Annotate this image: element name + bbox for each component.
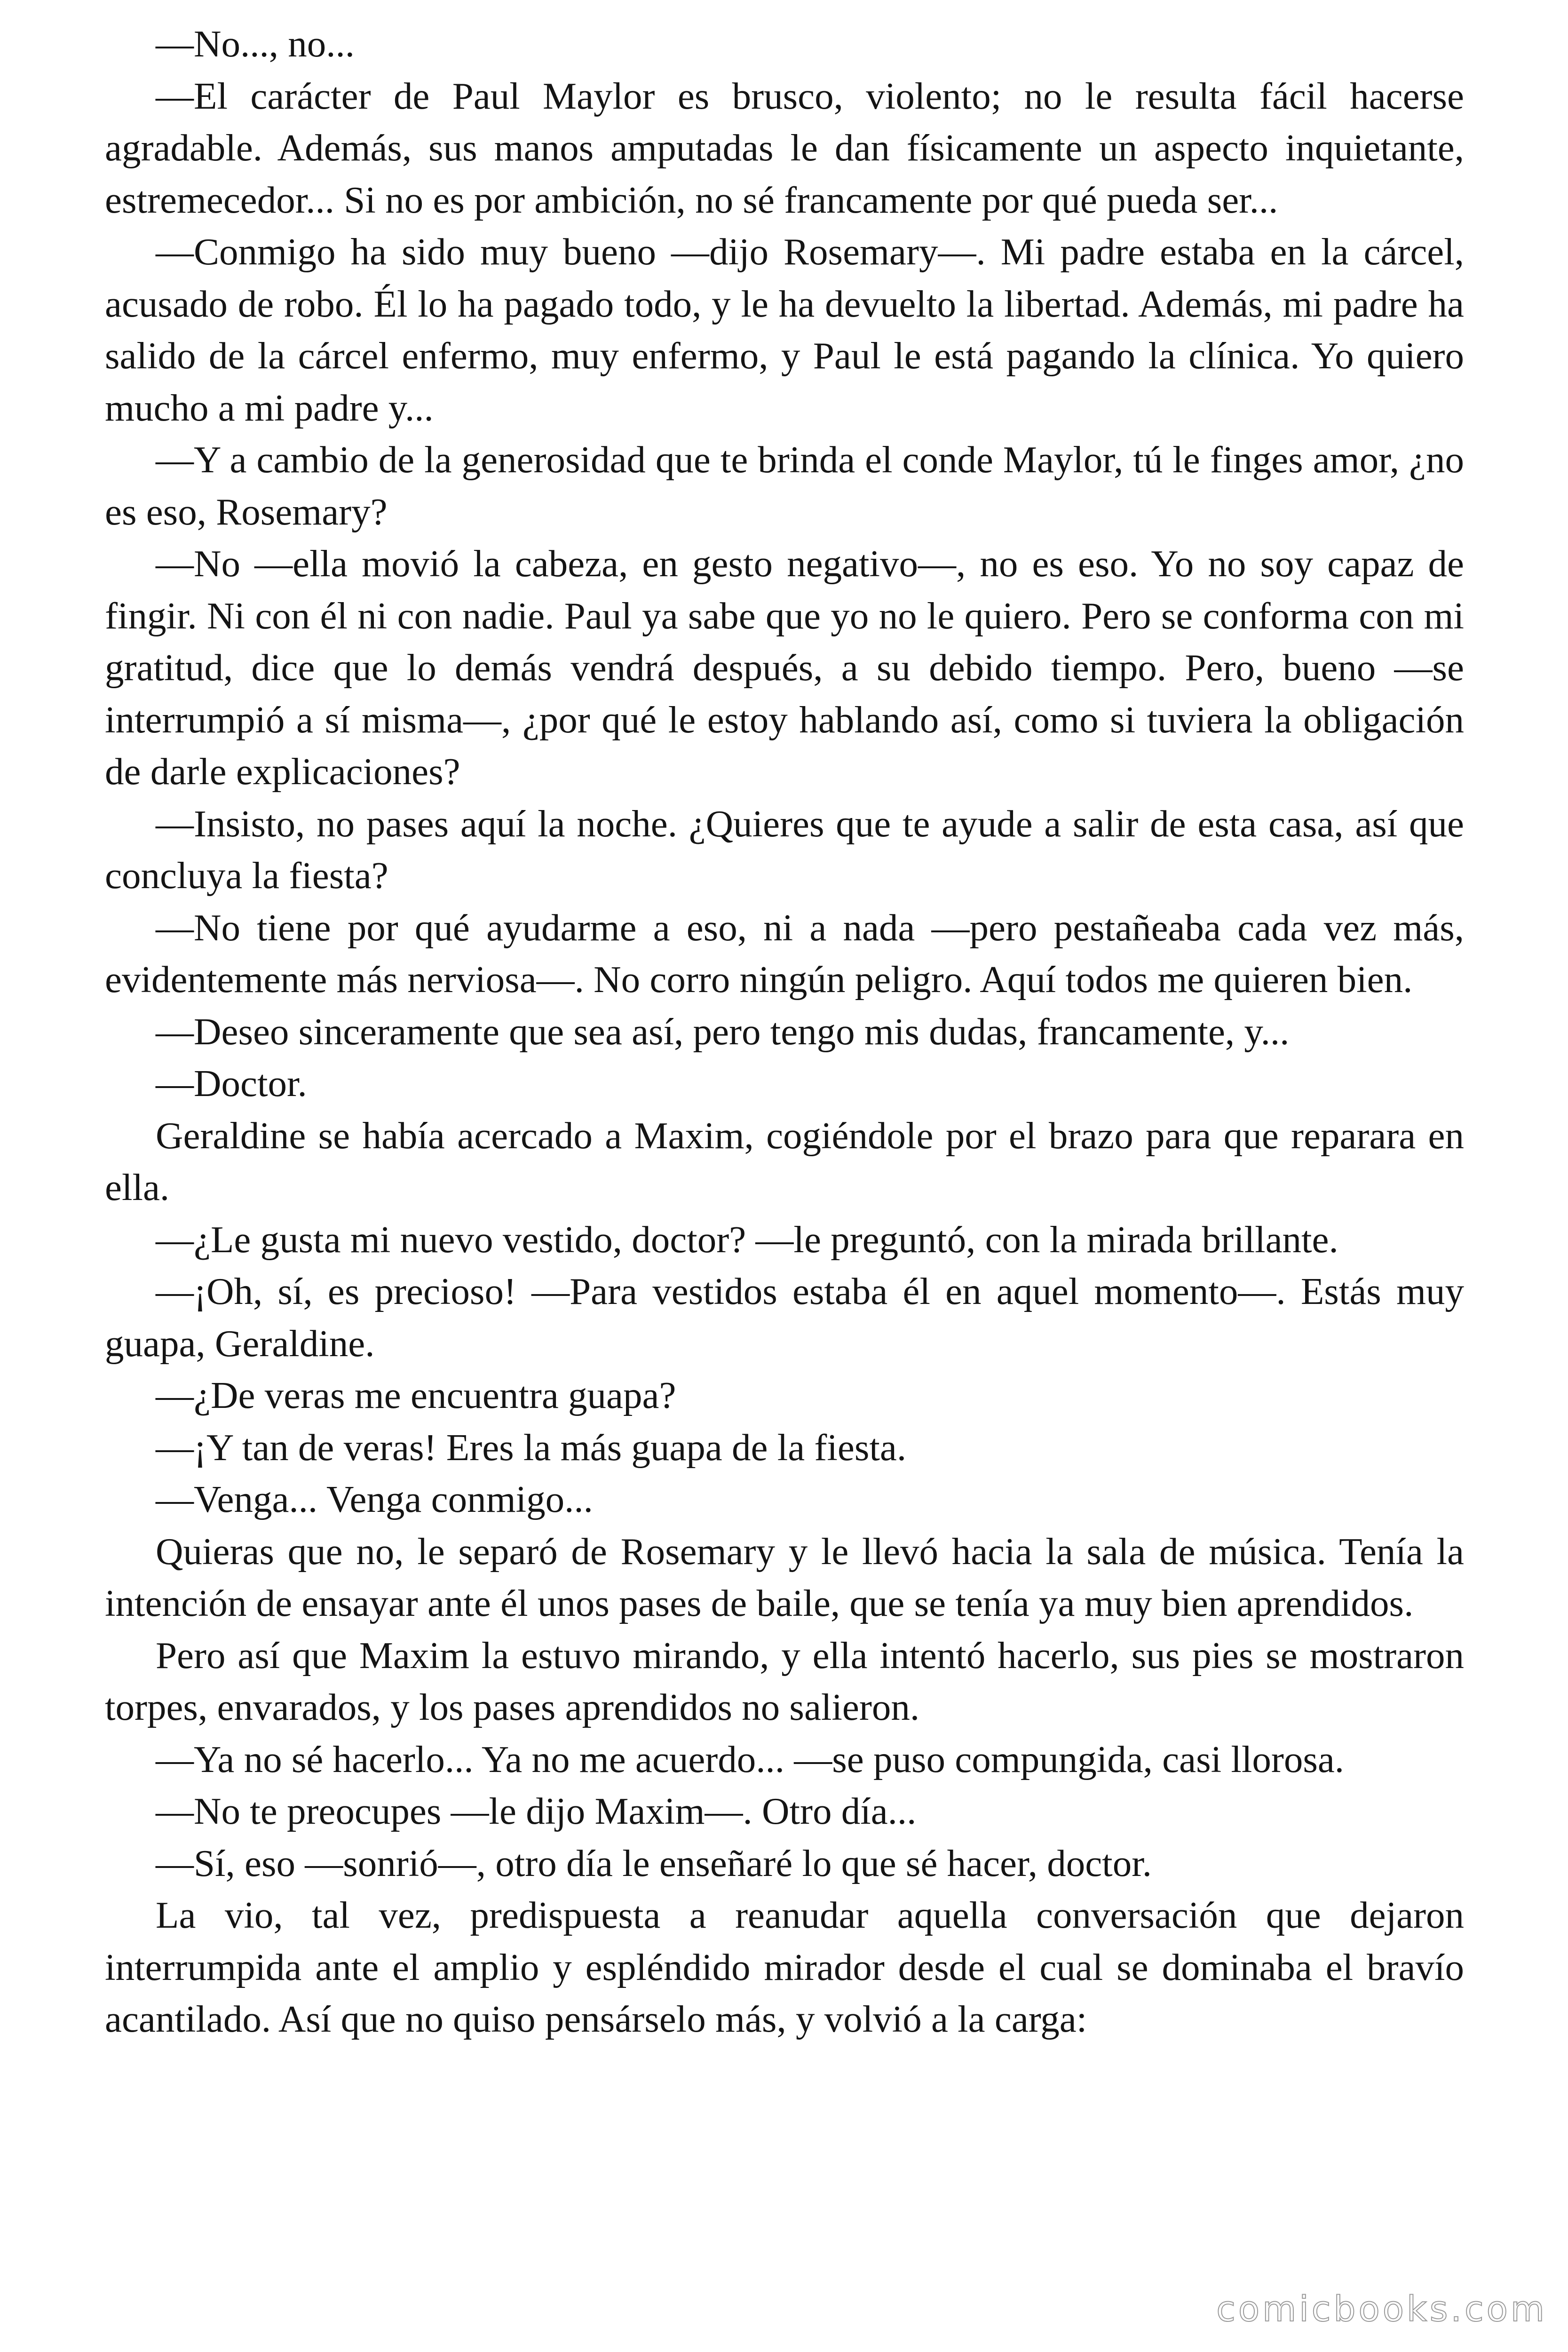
paragraph: —No tiene por qué ayudarme a eso, ni a nada —pero pestañeaba cada vez más, evidentemente más nerviosa—. No corro ningún peligro. Aquí todos me quieren bien. [105,906,1464,1001]
paragraph: —Sí, eso —sonrió—, otro día le enseñaré lo que sé hacer, doctor. [156,1842,1152,1884]
paragraph: —Doctor. [156,1062,307,1104]
page-body [105,18,1464,2045]
paragraph: —El carácter de Paul Maylor es brusco, violento; no le resulta fácil hacerse agradable. Además, sus manos amputadas le dan físicamente un aspecto inquietante, estremecedor... Si no es por ambición, no sé francamente por qué pueda ser... [105,74,1464,221]
paragraph: —Venga... Venga conmigo... [156,1478,593,1520]
paragraph: —¿De veras me encuentra guapa? [156,1374,676,1416]
paragraph: La vio, tal vez, predispuesta a reanudar aquella conversación que dejaron interrumpida ante el amplio y espléndido mirador desde el cual se dominaba el bravío acantilado. Así que no quiso pensárselo más, y volvió a la carga: [105,1894,1464,2040]
paragraph: —No te preocupes —le dijo Maxim—. Otro día... [156,1790,917,1832]
paragraph: —No..., no... [156,23,355,65]
paragraph: —Conmigo ha sido muy bueno —dijo Rosemary—. Mi padre estaba en la cárcel, acusado de robo. Él lo ha pagado todo, y le ha devuelto la libertad. Además, mi padre ha salido de la cárcel enfermo, muy enfermo, y Paul le está pagando la clínica. Yo quiero mucho a mi padre y... [105,230,1464,429]
watermark: comicbooks.com [1216,2289,1547,2329]
paragraph: Quieras que no, le separó de Rosemary y le llevó hacia la sala de música. Tenía la intención de ensayar ante él unos pases de baile, que se tenía ya muy bien aprendidos. [105,1530,1464,1624]
paragraph: —Insisto, no pases aquí la noche. ¿Quieres que te ayude a salir de esta casa, así que concluya la fiesta? [105,802,1464,897]
paragraph: —Deseo sinceramente que sea así, pero tengo mis dudas, francamente, y... [156,1010,1290,1053]
paragraph: Geraldine se había acercado a Maxim, cogiéndole por el brazo para que reparara en ella. [105,1114,1464,1208]
paragraph: —¡Oh, sí, es precioso! —Para vestidos estaba él en aquel momento—. Estás muy guapa, Geraldine. [105,1270,1464,1365]
paragraph: Pero así que Maxim la estuvo mirando, y ella intentó hacerlo, sus pies se mostraron torpes, envarados, y los pases aprendidos no salieron. [105,1634,1464,1728]
paragraph: —¿Le gusta mi nuevo vestido, doctor? —le preguntó, con la mirada brillante. [156,1218,1338,1261]
paragraph: —Ya no sé hacerlo... Ya no me acuerdo... —se puso compungida, casi llorosa. [156,1738,1345,1780]
paragraph: —Y a cambio de la generosidad que te brinda el conde Maylor, tú le finges amor, ¿no es eso, Rosemary? [105,438,1464,533]
paragraph: —¡Y tan de veras! Eres la más guapa de la fiesta. [156,1426,907,1469]
paragraph: —No —ella movió la cabeza, en gesto negativo—, no es eso. Yo no soy capaz de fingir. Ni con él ni con nadie. Paul ya sabe que yo no le quiero. Pero se conforma con mi gratitud, dice que lo demás vendrá después, a su debido tiempo. Pero, bueno —se interrumpió a sí misma—, ¿por qué le estoy hablando así, como si tuviera la obligación de darle explicaciones? [105,542,1464,793]
